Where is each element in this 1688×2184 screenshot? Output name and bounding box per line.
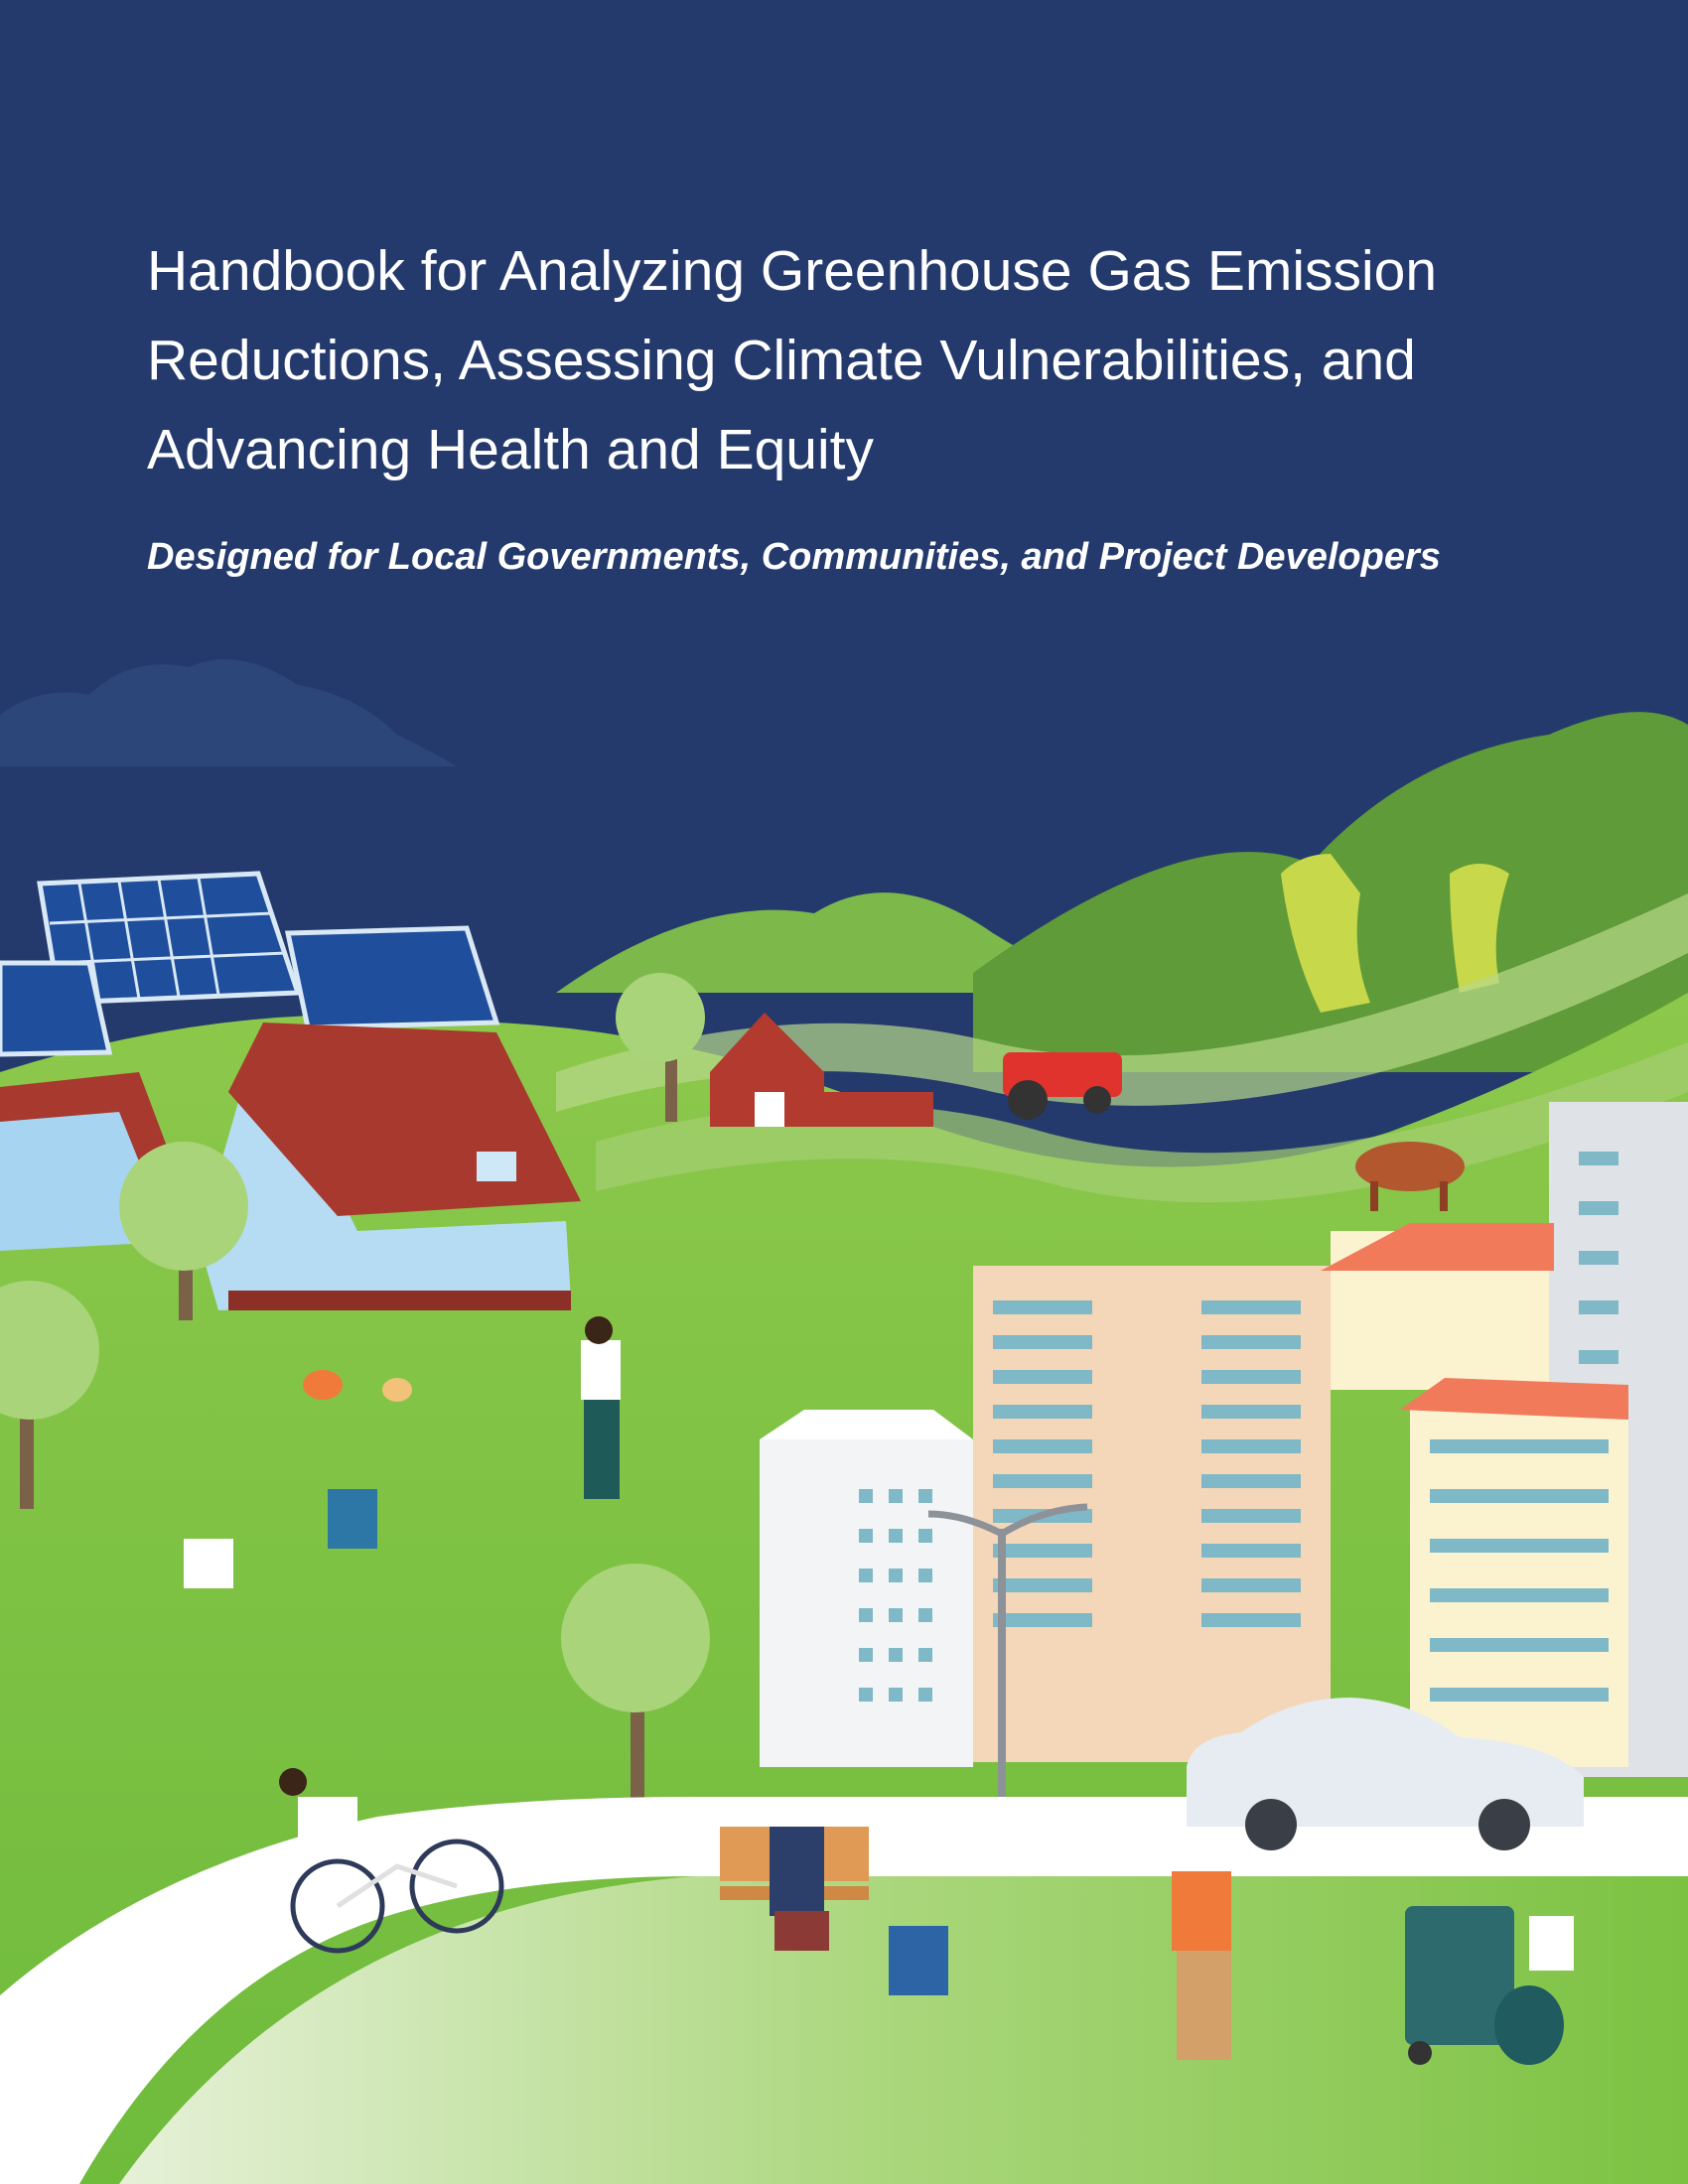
page-subtitle: Designed for Local Governments, Communities, and Project Developers xyxy=(147,536,1441,578)
tractor-icon xyxy=(1003,1052,1122,1120)
page-title: Handbook for Analyzing Greenhouse Gas Emission Reductions, Assessing Climate Vulnerabilities, and Advancing Health and Equity xyxy=(147,239,1438,481)
cloud-icon xyxy=(0,659,457,766)
